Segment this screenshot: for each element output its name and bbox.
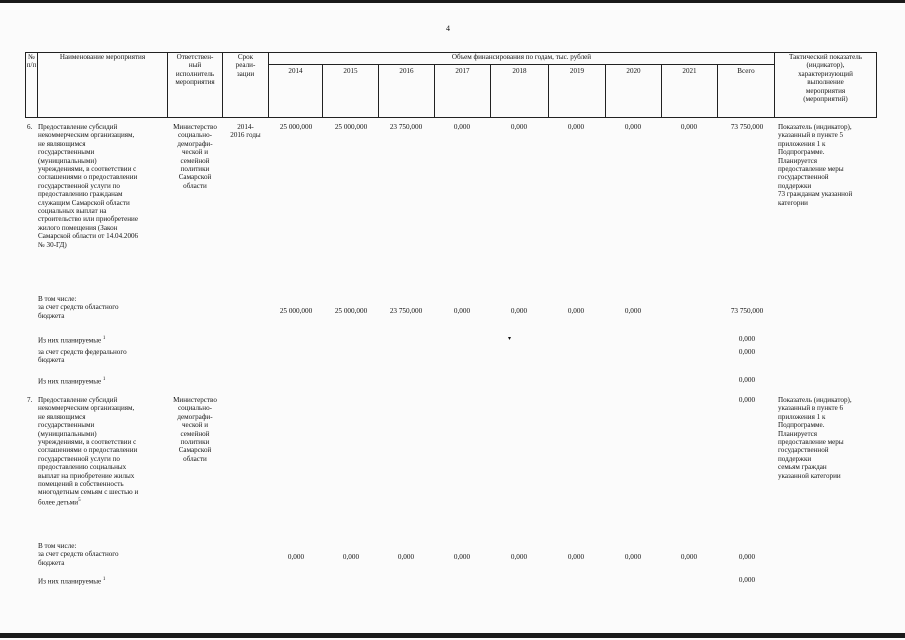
- value-total: 0,000: [738, 335, 756, 343]
- header-year: 2019: [569, 67, 585, 75]
- row-number: 7.: [27, 396, 33, 404]
- value-2018: 0,000: [510, 307, 528, 315]
- value-2017: 0,000: [453, 307, 471, 315]
- value-total: 0,000: [738, 553, 756, 561]
- value-2014: 25 000,000: [279, 307, 313, 315]
- header-year: 2016: [399, 67, 414, 75]
- value-total: 0,000: [738, 348, 756, 356]
- value-2016: 0,000: [397, 553, 415, 561]
- page-number: 4: [446, 24, 450, 33]
- scan-artifact-mark: ▾: [508, 336, 512, 342]
- header-name: Наименование мероприятия: [59, 53, 146, 61]
- value-2017: 0,000: [453, 123, 471, 131]
- subrow-label: Из них планируемые $^1$: [38, 377, 106, 386]
- value-2015: 25 000,000: [334, 307, 368, 315]
- header-year: 2020: [626, 67, 641, 75]
- value-2015: 0,000: [342, 553, 360, 561]
- header-year: 2018: [512, 67, 527, 75]
- header-responsible: Ответствен- ный исполнитель мероприятия: [175, 53, 215, 87]
- implementation-term: 2014- 2016 годы: [230, 123, 261, 140]
- value-2015: 25 000,000: [334, 123, 368, 131]
- value-2019: 0,000: [567, 307, 585, 315]
- value-2021: 0,000: [680, 553, 698, 561]
- value-2018: 0,000: [510, 123, 528, 131]
- value-2019: 0,000: [567, 123, 585, 131]
- funding-subheader-line: [268, 64, 774, 65]
- value-2020: 0,000: [624, 123, 642, 131]
- header-funding: Объем финансирования по годам, тыс. рублей: [451, 53, 592, 61]
- value-2014: 25 000,000: [279, 123, 313, 131]
- value-total: 0,000: [738, 376, 756, 384]
- row-number: 6.: [27, 123, 33, 131]
- header-year: 2015: [343, 67, 358, 75]
- scan-bottom-edge: [0, 633, 905, 638]
- header-year: 2014: [288, 67, 303, 75]
- header-total: Всего: [737, 67, 755, 75]
- value-total: 0,000: [738, 576, 756, 584]
- header-term: Срок реали- зации: [235, 53, 256, 78]
- value-2017: 0,000: [453, 553, 471, 561]
- activity-name: Предоставление субсидий некоммерческим организациям, не являющимся государственными (муниципальными) учреждениями, в соответствии с соглашениями о предоставлении государственной услуги по предоставлению социальных выплат на приобретение жилых помещений в собственность многодетным семьям с шестью и более детьми$^5$: [38, 396, 139, 507]
- value-total: 73 750,000: [730, 307, 764, 315]
- col-line: [37, 52, 38, 118]
- header-no: № п/п: [26, 53, 37, 70]
- value-2018: 0,000: [510, 553, 528, 561]
- value-2014: 0,000: [287, 553, 305, 561]
- header-indicator: Тактический показатель (индикатор), характеризующий выполнение мероприятия (мероприятий): [788, 53, 863, 104]
- subrow-label: В том числе: за счет средств областного бюджета: [38, 295, 119, 320]
- header-year: 2017: [455, 67, 470, 75]
- header-border-bottom: [25, 117, 877, 118]
- value-2016: 23 750,000: [389, 123, 423, 131]
- activity-name: Предоставление субсидий некоммерческим организациям, не являющимся государственными (муниципальными) учреждениями, в соответствии с соглашениями о предоставлении государственной услуги по предоставлению гражданам служащим Самарской области социальных выплат на строительство или приобретение жилого помещения (Закон Самарской области от 14.04.2006 № 30-ГД): [38, 123, 139, 249]
- scan-top-edge: [0, 0, 905, 3]
- subrow-label: за счет средств федерального бюджета: [38, 348, 127, 365]
- table-border-right: [876, 52, 877, 118]
- value-total: 73 750,000: [730, 123, 764, 131]
- value-2020: 0,000: [624, 307, 642, 315]
- value-2019: 0,000: [567, 553, 585, 561]
- responsible-executor: Министерство социально- демографи- ческой и семейной политики Самарской области: [173, 396, 217, 463]
- indicator-text: Показатель (индикатор), указанный в пункте 6 приложения 1 к Подпрограмме. Планируется предоставление меры государственной поддержки семьям граждан указанной категории: [778, 396, 852, 480]
- value-2020: 0,000: [624, 553, 642, 561]
- indicator-text: Показатель (индикатор), указанный в пункте 5 приложения 1 к Подпрограмме. Планируется предоставление меры государственной поддержки 73 гражданам указанной категории: [778, 123, 853, 207]
- value-total: 0,000: [738, 396, 756, 404]
- subrow-label: В том числе: за счет средств областного бюджета: [38, 542, 119, 567]
- subrow-label: Из них планируемые $^1$: [38, 577, 106, 586]
- responsible-executor: Министерство социально- демографи- ческой и семейной политики Самарской области: [173, 123, 217, 190]
- col-line: [268, 52, 269, 118]
- subrow-label: Из них планируемые $^1$: [38, 336, 106, 345]
- value-2021: 0,000: [680, 123, 698, 131]
- value-2016: 23 750,000: [389, 307, 423, 315]
- header-year: 2021: [682, 67, 697, 75]
